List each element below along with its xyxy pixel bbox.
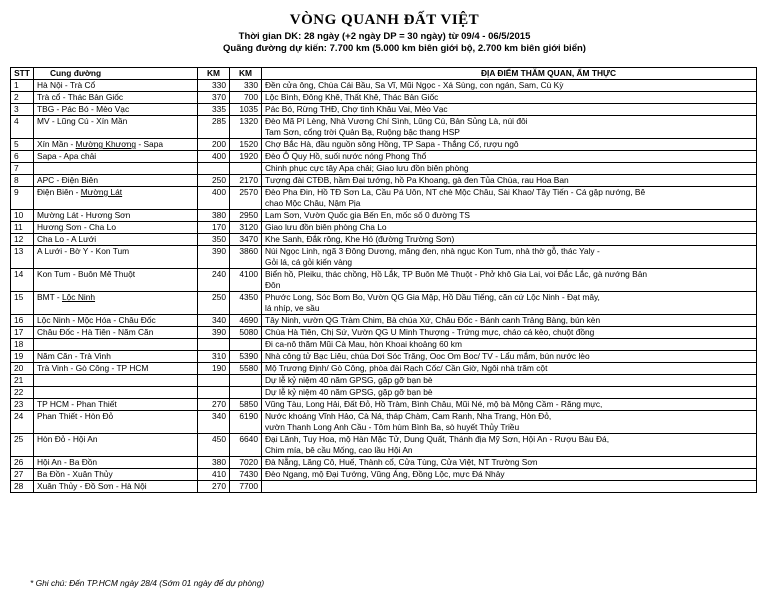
place-line: Gỏi lá, cá gỏi kiến vàng xyxy=(265,257,353,267)
cell-places xyxy=(262,481,757,493)
cell-route: Điện Biên - Mường Lát xyxy=(34,187,198,210)
table-row xyxy=(11,269,757,292)
cell-stt: 6 xyxy=(11,151,34,163)
cell-stt: 11 xyxy=(11,222,34,234)
place-line: Khe Sanh, Đắk rông, Khe Hó (đường Trường Sơn) xyxy=(265,234,455,244)
cell-km-total: 4690 xyxy=(230,315,262,327)
itinerary-table xyxy=(10,67,757,493)
place-line: Tam Sơn, cổng trời Quản Bạ, Ruộng bậc thang HSP xyxy=(265,127,460,137)
cell-stt: 7 xyxy=(11,163,34,175)
place-line: Tượng đài CTĐB, hầm Đại tướng, hồ Pa Khoang, gà đen Tủa Chùa, rau Hoa Ban xyxy=(265,175,569,185)
cell-km-total: 4100 xyxy=(230,269,262,292)
cell-places xyxy=(262,292,757,315)
cell-stt: 15 xyxy=(11,292,34,315)
cell-km-total: 700 xyxy=(230,92,262,104)
route-underlined-part: Mường Lát xyxy=(80,187,123,197)
place-line: Đèo Pha Đin, Hồ TĐ Sơn La, Cầu Pá Uôn, NT chè Mộc Châu, Sài Khao/ Tây Tiến - Cá gập nướng, Bê xyxy=(265,187,646,197)
cell-places xyxy=(262,469,757,481)
cell-stt: 24 xyxy=(11,411,34,434)
cell-route: Cha Lo - A Lưới xyxy=(34,234,198,246)
table-row xyxy=(11,116,757,139)
cell-places xyxy=(262,246,757,269)
cell-stt: 25 xyxy=(11,434,34,457)
cell-stt: 4 xyxy=(11,116,34,139)
cell-km: 390 xyxy=(198,246,230,269)
place-line: Giao lưu đồn biên phòng Cha Lo xyxy=(265,222,387,232)
cell-stt: 10 xyxy=(11,210,34,222)
cell-km-total: 2570 xyxy=(230,187,262,210)
cell-km: 340 xyxy=(198,411,230,434)
cell-places xyxy=(262,363,757,375)
cell-route: Xuân Thủy - Đồ Sơn - Hà Nội xyxy=(34,481,198,493)
place-line: Pác Bó, Rừng THĐ, Chợ tình Khâu Vai, Mèo Vạc xyxy=(265,104,448,114)
cell-km-total: 6190 xyxy=(230,411,262,434)
cell-km: 380 xyxy=(198,457,230,469)
cell-km-total xyxy=(230,375,262,387)
cell-route: A Lưới - Bờ Y - Kon Tum xyxy=(34,246,198,269)
table-row xyxy=(11,315,757,327)
cell-stt: 1 xyxy=(11,80,34,92)
table-row xyxy=(11,411,757,434)
cell-km: 400 xyxy=(198,151,230,163)
cell-km-total: 3120 xyxy=(230,222,262,234)
cell-km: 370 xyxy=(198,92,230,104)
cell-places xyxy=(262,315,757,327)
cell-km: 270 xyxy=(198,481,230,493)
time-info: Thời gian DK: 28 ngày (+2 ngày DP = 30 ngày) từ 09/4 - 06/5/2015 xyxy=(238,31,531,42)
cell-stt: 8 xyxy=(11,175,34,187)
cell-places xyxy=(262,116,757,139)
cell-km: 410 xyxy=(198,469,230,481)
cell-stt: 27 xyxy=(11,469,34,481)
cell-route xyxy=(34,387,198,399)
cell-km-total: 2950 xyxy=(230,210,262,222)
cell-places xyxy=(262,411,757,434)
cell-route: APC - Điện Biên xyxy=(34,175,198,187)
cell-km: 340 xyxy=(198,315,230,327)
cell-km-total: 1920 xyxy=(230,151,262,163)
cell-km xyxy=(198,375,230,387)
cell-km-total: 7700 xyxy=(230,481,262,493)
table-row xyxy=(11,434,757,457)
cell-places xyxy=(262,457,757,469)
place-line: Đi ca-nô thăm Mũi Cà Mau, hòn Khoai khoảng 60 km xyxy=(265,339,462,349)
route-underlined-part: Mường Khương xyxy=(75,139,137,149)
place-line: vườn Thanh Long Anh Cầu - Tôm hùm Bình Ba, sò huyết Thủy Triều xyxy=(265,422,520,432)
place-line: Chim mía, bê cầu Mống, cao lầu Hội An xyxy=(265,445,413,455)
cell-stt: 28 xyxy=(11,481,34,493)
cell-places xyxy=(262,399,757,411)
cell-km: 250 xyxy=(198,292,230,315)
cell-route: TBG - Pác Bó - Mèo Vạc xyxy=(34,104,198,116)
cell-km-total: 7430 xyxy=(230,469,262,481)
footnote: * Ghi chú: Đến TP.HCM ngày 28/4 (Sớm 01 ngày để dự phòng) xyxy=(30,578,265,588)
table-row xyxy=(11,175,757,187)
cell-km: 400 xyxy=(198,187,230,210)
cell-km: 250 xyxy=(198,175,230,187)
table-row xyxy=(11,339,757,351)
cell-stt: 19 xyxy=(11,351,34,363)
table-row xyxy=(11,327,757,339)
cell-route: TP HCM - Phan Thiết xyxy=(34,399,198,411)
table-row xyxy=(11,163,757,175)
place-line: Dự lễ kỷ niệm 40 năm GPSG, gặp gỡ bạn bè xyxy=(265,375,433,385)
table-row xyxy=(11,375,757,387)
cell-km: 285 xyxy=(198,116,230,139)
cell-stt: 16 xyxy=(11,315,34,327)
table-row xyxy=(11,139,757,151)
cell-km xyxy=(198,387,230,399)
cell-km: 380 xyxy=(198,210,230,222)
cell-km-total: 1035 xyxy=(230,104,262,116)
table-row xyxy=(11,104,757,116)
place-line: Chùa Hà Tiên, Chị Sứ, Vườn QG U Minh Thượng - Trứng mực, cháo cá kèo, chuột đồng xyxy=(265,327,595,337)
cell-km: 335 xyxy=(198,104,230,116)
cell-stt: 18 xyxy=(11,339,34,351)
place-line: Biển hồ, Pleiku, thác chồng, Hồ Lắk, TP Buôn Mê Thuột - Phở khô Gia Lai, voi Đắc Lắc, gà nướng Bản xyxy=(265,269,648,279)
cell-km-total: 2170 xyxy=(230,175,262,187)
place-line: Đền cửa ông, Chùa Cái Bầu, Sa Vĩ, Mũi Ngọc - Xá Sùng, con ngán, Sam, Cù Kỳ xyxy=(265,80,564,90)
table-row xyxy=(11,387,757,399)
cell-route xyxy=(34,375,198,387)
cell-km xyxy=(198,163,230,175)
cell-route: Xín Mần - Mường Khương - Sapa xyxy=(34,139,198,151)
cell-route: BMT - Lộc Ninh xyxy=(34,292,198,315)
cell-places xyxy=(262,163,757,175)
cell-route: Phan Thiết - Hòn Đỏ xyxy=(34,411,198,434)
cell-places xyxy=(262,375,757,387)
place-line xyxy=(265,481,753,492)
cell-km-total: 3860 xyxy=(230,246,262,269)
table-row xyxy=(11,481,757,493)
place-line: Đà Nẵng, Lăng Cô, Huế, Thành cổ, Cửa Tùng, Cửa Việt, NT Trường Sơn xyxy=(265,457,538,467)
cell-route: Hương Sơn - Cha Lo xyxy=(34,222,198,234)
cell-km xyxy=(198,339,230,351)
table-header-row xyxy=(11,68,757,80)
cell-km-total: 1320 xyxy=(230,116,262,139)
cell-km: 200 xyxy=(198,139,230,151)
cell-places xyxy=(262,92,757,104)
route-underlined-part: Lộc Ninh xyxy=(61,292,96,302)
cell-places xyxy=(262,351,757,363)
cell-km: 310 xyxy=(198,351,230,363)
table-row xyxy=(11,351,757,363)
place-line: Vũng Tàu, Long Hải, Đất Đỏ, Hồ Tràm, Bình Châu, Mũi Né, mộ bà Mộng Cầm - Răng mực, xyxy=(265,399,603,409)
place-line: Đèo Ngang, mộ Đại Tướng, Vũng Áng, Đồng Lộc, mực Đá Nhảy xyxy=(265,469,505,479)
cell-stt: 23 xyxy=(11,399,34,411)
header-places: ĐỊA ĐIỂM THĂM QUAN, ẨM THỰC xyxy=(262,68,757,80)
header-km: KM xyxy=(198,68,230,80)
cell-places xyxy=(262,80,757,92)
cell-km: 390 xyxy=(198,327,230,339)
cell-places xyxy=(262,210,757,222)
cell-route: Trà cổ - Thác Bản Giốc xyxy=(34,92,198,104)
place-line: Đại Lãnh, Tuy Hoa, mộ Hàn Mặc Tử, Dung Quất, Thánh địa Mỹ Sơn, Hội An - Rượu Bàu Đá, xyxy=(265,434,610,444)
cell-route xyxy=(34,339,198,351)
cell-route xyxy=(34,163,198,175)
table-row xyxy=(11,222,757,234)
table-row xyxy=(11,399,757,411)
cell-stt: 3 xyxy=(11,104,34,116)
cell-km: 350 xyxy=(198,234,230,246)
cell-places xyxy=(262,434,757,457)
place-line: lá nhíp, ve sầu xyxy=(265,303,320,313)
header-route: Cung đường xyxy=(34,68,198,80)
page-title: VÒNG QUANH ĐẤT VIỆT xyxy=(289,12,480,28)
cell-route: Mường Lát - Hương Sơn xyxy=(34,210,198,222)
cell-km-total: 5080 xyxy=(230,327,262,339)
cell-km-total: 1520 xyxy=(230,139,262,151)
cell-places xyxy=(262,104,757,116)
cell-route: MV - Lũng Cú - Xín Mần xyxy=(34,116,198,139)
cell-places xyxy=(262,269,757,292)
cell-km-total: 330 xyxy=(230,80,262,92)
cell-stt: 17 xyxy=(11,327,34,339)
table-row xyxy=(11,80,757,92)
cell-places xyxy=(262,187,757,210)
cell-km: 270 xyxy=(198,399,230,411)
cell-stt: 13 xyxy=(11,246,34,269)
cell-stt: 9 xyxy=(11,187,34,210)
place-line: Phước Long, Sóc Bom Bo, Vườn QG Gia Mập, Hồ Dầu Tiếng, căn cứ Lộc Ninh - Đạt mây, xyxy=(265,292,600,302)
place-line: Đèo Ô Quy Hồ, suối nước nóng Phong Thổ xyxy=(265,151,427,161)
cell-stt: 20 xyxy=(11,363,34,375)
cell-stt: 12 xyxy=(11,234,34,246)
place-line: Chinh phục cực tây Apa chải; Giao lưu đồn biên phòng xyxy=(265,163,469,173)
table-row xyxy=(11,246,757,269)
place-line: Mộ Trương Định/ Gò Công, phòa đài Rạch Cốc/ Cần Giờ, Ngôi nhà trăm cột xyxy=(265,363,548,373)
cell-places xyxy=(262,175,757,187)
cell-places xyxy=(262,327,757,339)
cell-km: 450 xyxy=(198,434,230,457)
table-row xyxy=(11,187,757,210)
place-line: Đôn xyxy=(265,280,281,290)
cell-places xyxy=(262,151,757,163)
cell-places xyxy=(262,387,757,399)
cell-route: Sapa - Apa chải xyxy=(34,151,198,163)
cell-km-total: 5850 xyxy=(230,399,262,411)
table-row xyxy=(11,151,757,163)
cell-km: 190 xyxy=(198,363,230,375)
cell-route: Hòn Đỏ - Hội An xyxy=(34,434,198,457)
table-row xyxy=(11,210,757,222)
cell-stt: 21 xyxy=(11,375,34,387)
table-row xyxy=(11,363,757,375)
table-body xyxy=(11,80,757,493)
place-line: Dự lễ kỷ niệm 40 năm GPSG, gặp gỡ bạn bè xyxy=(265,387,433,397)
table-row xyxy=(11,92,757,104)
place-line: Lam Sơn, Vườn Quốc gia Bến En, mốc số 0 đường TS xyxy=(265,210,470,220)
cell-route: Kon Tum - Buôn Mê Thuột xyxy=(34,269,198,292)
place-line: Đèo Mã Pí Lèng, Nhà Vương Chí Sình, Lũng Cú, Bản Sủng Là, núi đôi xyxy=(265,116,528,126)
cell-km-total: 3470 xyxy=(230,234,262,246)
cell-route: Lộc Ninh - Mộc Hóa - Châu Đốc xyxy=(34,315,198,327)
cell-stt: 2 xyxy=(11,92,34,104)
cell-km-total: 7020 xyxy=(230,457,262,469)
place-line: Chợ Bắc Hà, đầu nguồn sông Hồng, TP Sapa - Thắng Cố, rượu ngô xyxy=(265,139,519,149)
cell-places xyxy=(262,139,757,151)
place-line: Núi Ngọc Linh, ngã 3 Đông Dương, măng đen, nhà ngục Kon Tum, nhà thờ gỗ, thác Yaly - xyxy=(265,246,600,256)
cell-km-total xyxy=(230,339,262,351)
cell-stt: 14 xyxy=(11,269,34,292)
cell-stt: 5 xyxy=(11,139,34,151)
cell-route: Hà Nội - Trà Cổ xyxy=(34,80,198,92)
cell-stt: 22 xyxy=(11,387,34,399)
place-line: Lộc Bình, Đông Khê, Thất Khê, Thác Bản Giốc xyxy=(265,92,439,102)
distance-info: Quãng đường dự kiến: 7.700 km (5.000 km biên giới bộ, 2.700 km biên giới biển) xyxy=(223,43,586,54)
cell-km-total: 5580 xyxy=(230,363,262,375)
cell-route: Hội An - Ba Đồn xyxy=(34,457,198,469)
cell-km-total: 6640 xyxy=(230,434,262,457)
cell-places xyxy=(262,339,757,351)
header-km-total: KM xyxy=(230,68,262,80)
cell-km: 240 xyxy=(198,269,230,292)
cell-km: 170 xyxy=(198,222,230,234)
place-line: chao Mộc Châu, Nậm Pịa xyxy=(265,198,361,208)
place-line: Nước khoáng Vĩnh Hảo, Cà Ná, tháp Chàm, Cam Ranh, Nha Trang, Hòn Đỏ, xyxy=(265,411,552,421)
cell-route: Ba Đồn - Xuân Thủy xyxy=(34,469,198,481)
cell-route: Năm Căn - Trà Vinh xyxy=(34,351,198,363)
cell-km-total xyxy=(230,387,262,399)
cell-km: 330 xyxy=(198,80,230,92)
cell-km-total: 4350 xyxy=(230,292,262,315)
table-row xyxy=(11,234,757,246)
cell-route: Châu Đốc - Hà Tiên - Năm Căn xyxy=(34,327,198,339)
cell-route: Trà Vinh - Gò Công - TP HCM xyxy=(34,363,198,375)
place-line: Tây Ninh, vườn QG Tràm Chim, Bà chúa Xứ, Châu Đốc - Bánh canh Trảng Bàng, bún kèn xyxy=(265,315,601,325)
cell-places xyxy=(262,222,757,234)
table-row xyxy=(11,292,757,315)
place-line: Nhà công tử Bạc Liêu, chùa Dơi Sóc Trăng, Ooc Om Boc/ TV - Lẩu mắm, bún nước lèo xyxy=(265,351,590,361)
cell-places xyxy=(262,234,757,246)
cell-stt: 26 xyxy=(11,457,34,469)
table-row xyxy=(11,469,757,481)
header-stt: STT xyxy=(11,68,34,80)
table-row xyxy=(11,457,757,469)
cell-km-total xyxy=(230,163,262,175)
cell-km-total: 5390 xyxy=(230,351,262,363)
